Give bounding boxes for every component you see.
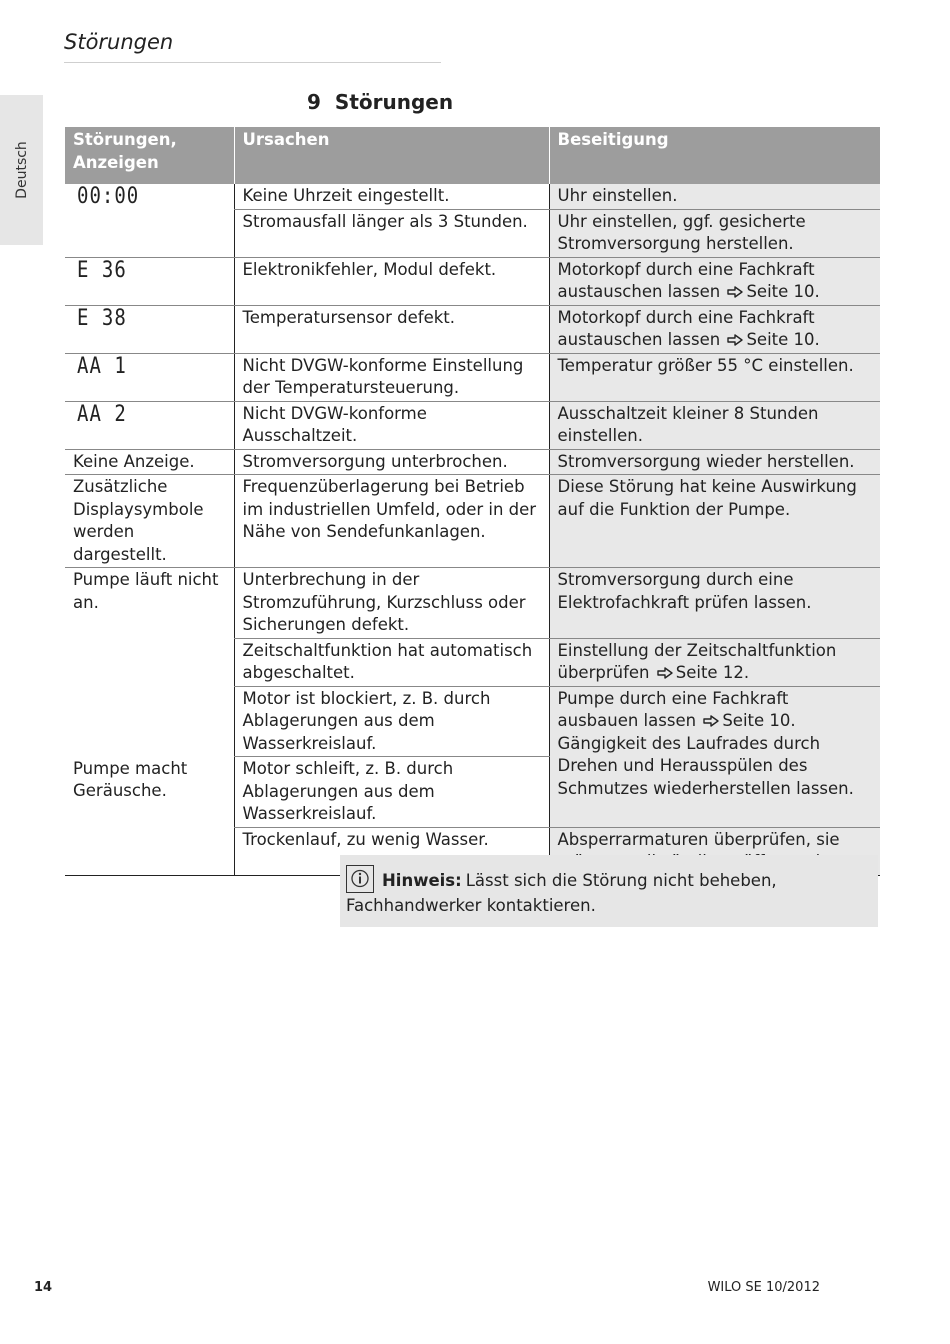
fault-cell: Pumpe macht Geräusche. — [65, 757, 234, 876]
remedy-cell — [549, 257, 880, 305]
cause-cell: Keine Uhrzeit eingestellt. — [234, 184, 549, 209]
arrow-right-icon — [703, 715, 719, 727]
remedy-cell: Uhr einstellen, ggf. gesicherte Stromversorgung herstellen. — [549, 209, 880, 257]
display-code: 00:00 — [77, 183, 140, 209]
language-side-tab — [0, 95, 43, 245]
remedy-extra-text: Gängigkeit des Laufrades durch Drehen und Herausspülen des Schmutzes wiederherstellen lassen. — [557, 733, 854, 798]
remedy-cell: Diese Störung hat keine Auswirkung auf die Funktion der Pumpe. — [549, 475, 880, 568]
remedy-text: Motorkopf durch eine Fachkraft austauschen lassen — [557, 259, 815, 301]
table-row — [65, 449, 880, 475]
note-box — [340, 855, 878, 927]
remedy-cell — [549, 686, 880, 827]
footer-brand: WILO SE 10/2012 — [707, 1280, 820, 1295]
page-reference: Seite 12. — [675, 663, 750, 682]
table-row — [65, 184, 880, 209]
table-header-row — [65, 127, 880, 184]
page-reference: Seite 10. — [746, 282, 820, 301]
arrow-right-icon — [727, 334, 743, 346]
section-title: Störungen — [334, 90, 454, 114]
display-code: E 36 — [77, 256, 127, 283]
table-row — [65, 568, 880, 639]
page-number: 14 — [34, 1280, 53, 1295]
running-title: Störungen — [64, 30, 174, 54]
fault-cell — [65, 184, 234, 257]
note-label: Hinweis: — [382, 871, 462, 890]
cause-cell: Motor schleift, z. B. durch Ablagerungen aus dem Wasserkreislauf. — [234, 757, 549, 828]
header-rule — [64, 62, 441, 63]
page-reference: Seite 10. — [722, 711, 796, 730]
note-text: Lässt sich die Störung nicht beheben, Fachhandwerker kontaktieren. — [346, 871, 777, 915]
table-row — [65, 257, 880, 305]
fault-cell: Zusätzliche Displaysymbole werden dargestellt. — [65, 475, 234, 568]
cause-cell: Stromversorgung unterbrochen. — [234, 449, 549, 475]
cause-cell: Frequenzüberlagerung bei Betrieb im industriellen Umfeld, oder in der Nähe von Sendefunkanlagen. — [234, 475, 549, 568]
arrow-right-icon — [657, 667, 673, 679]
column-header-faults: Störungen, Anzeigen — [65, 127, 234, 184]
remedy-cell — [549, 638, 880, 686]
remedy-text: Motorkopf durch eine Fachkraft austauschen lassen — [557, 307, 815, 349]
cause-cell: Elektronikfehler, Modul defekt. — [234, 257, 549, 305]
remedy-text: Einstellung der Zeitschaltfunktion überprüfen — [557, 640, 837, 682]
cause-cell: Nicht DVGW-konforme Einstellung der Temperatursteuerung. — [234, 353, 549, 401]
cause-cell: Motor ist blockiert, z. B. durch Ablagerungen aus dem Wasserkreislauf. — [234, 686, 549, 757]
fault-cell: Pumpe läuft nicht an. — [73, 570, 219, 612]
fault-cell — [65, 305, 234, 353]
info-icon — [346, 865, 374, 893]
table-row — [65, 401, 880, 449]
column-header-causes: Ursachen — [234, 127, 549, 184]
fault-table — [65, 127, 880, 876]
fault-cell: Keine Anzeige. — [65, 449, 234, 475]
remedy-text: Pumpe durch eine Fachkraft ausbauen lassen — [557, 688, 789, 730]
page-reference: Seite 10. — [746, 330, 820, 349]
remedy-cell: Stromversorgung durch eine Elektrofachkraft prüfen lassen. — [549, 568, 880, 639]
fault-cell — [65, 257, 234, 305]
section-number: 9 — [307, 90, 321, 114]
remedy-cell: Stromversorgung wieder herstellen. — [549, 449, 880, 475]
remedy-cell: Uhr einstellen. — [549, 184, 880, 209]
fault-cell — [65, 353, 234, 401]
cause-cell: Stromausfall länger als 3 Stunden. — [234, 209, 549, 257]
cause-cell: Nicht DVGW-konforme Ausschaltzeit. — [234, 401, 549, 449]
table-row — [65, 305, 880, 353]
fault-cell — [65, 401, 234, 449]
display-code: E 38 — [77, 304, 127, 331]
cause-cell: Zeitschaltfunktion hat automatisch abgeschaltet. — [234, 638, 549, 686]
section-heading — [307, 90, 453, 114]
remedy-cell: Ausschaltzeit kleiner 8 Stunden einstellen. — [549, 401, 880, 449]
remedy-cell: Temperatur größer 55 °C einstellen. — [549, 353, 880, 401]
language-label: Deutsch — [13, 141, 30, 199]
cause-cell: Trockenlauf, zu wenig Wasser. — [234, 827, 549, 875]
table-row — [65, 475, 880, 568]
column-header-remedy: Beseitigung — [549, 127, 880, 184]
display-code: AA 2 — [77, 400, 127, 427]
table-row — [65, 353, 880, 401]
cause-cell: Unterbrechung in der Stromzuführung, Kurzschluss oder Sicherungen defekt. — [234, 568, 549, 639]
display-code: AA 1 — [77, 352, 127, 379]
arrow-right-icon — [727, 286, 743, 298]
remedy-cell — [549, 305, 880, 353]
cause-cell: Temperatursensor defekt. — [234, 305, 549, 353]
remedy-cell: Absperrarmaturen überprüfen, sie — [549, 827, 880, 875]
